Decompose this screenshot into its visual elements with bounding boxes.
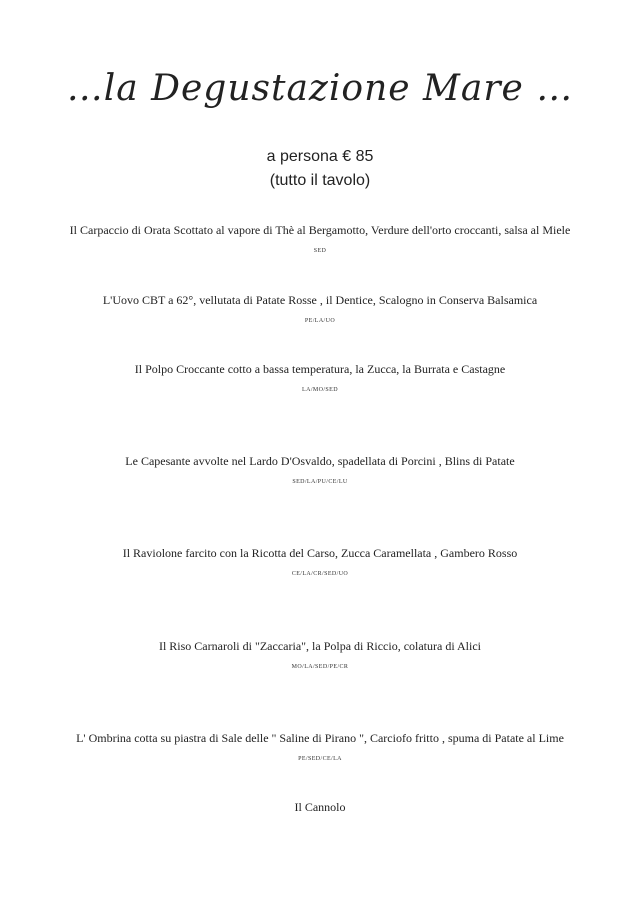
course-allergens: LA/MO/SED — [302, 387, 338, 393]
course-allergens: CE/LA/CR/SED/UO — [291, 571, 349, 577]
price-per-person: a persona € 85 — [266, 148, 374, 165]
course-dish: Il Cannolo — [294, 800, 346, 814]
table-note: (tutto il tavolo) — [269, 172, 371, 189]
course-allergens: SED — [313, 248, 327, 254]
course-allergens: MO/LA/SED/PE/CR — [291, 664, 349, 670]
course-allergens: SED/LA/PU/CE/LU — [292, 479, 348, 485]
menu-title: …la Degustazione Mare … — [66, 68, 574, 109]
course-dish: L'Uovo CBT a 62°, vellutata di Patate Rosse , il Dentice, Scalogno in Conserva Balsamica — [102, 293, 538, 307]
course-allergens: PE/SED/CE/LA — [298, 756, 342, 762]
course-dish: Il Polpo Croccante cotto a bassa temperatura, la Zucca, la Burrata e Castagne — [134, 362, 506, 376]
course-dish: Il Riso Carnaroli di "Zaccaria", la Polpa di Riccio, colatura di Alici — [158, 639, 482, 653]
course-dish: Il Carpaccio di Orata Scottato al vapore di Thè al Bergamotto, Verdure dell'orto croccanti, salsa al Miele — [69, 223, 571, 237]
course-allergens: PE/LA/UO — [304, 318, 336, 324]
course-dish: L' Ombrina cotta su piastra di Sale delle " Saline di Pirano ", Carciofo fritto , spuma di Patate al Lime — [76, 731, 564, 745]
course-dish: Le Capesante avvolte nel Lardo D'Osvaldo, spadellata di Porcini , Blins di Patate — [125, 454, 515, 468]
course-dish: Il Raviolone farcito con la Ricotta del Carso, Zucca Caramellata , Gambero Rosso — [122, 546, 518, 560]
